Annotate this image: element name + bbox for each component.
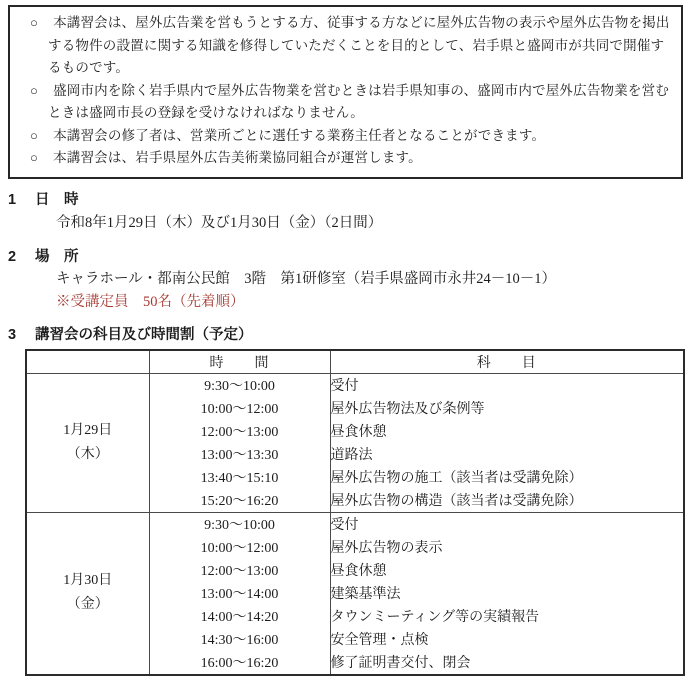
section-number: 2 <box>8 248 17 265</box>
notice-item <box>18 80 671 125</box>
notice-item-text: 本講習会は、岩手県屋外広告美術業協同組合が運営します。 <box>53 150 422 165</box>
notice-item-text: 盛岡市内を除く岩手県内で屋外広告物業を営むときは岩手県知事の、盛岡市内で屋外広告物業を営むときは盛岡市長の登録を受けなければなりません。 <box>48 82 670 120</box>
notice-item-text: 本講習会は、屋外広告業を営もうとする方、従事する方などに屋外広告物の表示や屋外広告物を掲出する物件の設置に関する知識を修得していただくことを目的として、岩手県と盛岡市が共同で開催するものです。 <box>48 15 670 75</box>
schedule-table <box>25 349 685 676</box>
subject-cell: 屋外広告物の構造（該当者は受講免除） <box>330 489 684 513</box>
subject-cell: 屋外広告物の表示 <box>330 536 684 559</box>
table-header-subject: 科 目 <box>330 350 684 374</box>
circle-bullet-icon: ○ <box>30 82 39 98</box>
table-header-row <box>26 350 684 374</box>
circle-bullet-icon: ○ <box>30 127 39 143</box>
section-heading-schedule <box>8 325 690 346</box>
section-heading-datetime <box>8 190 690 211</box>
table-row <box>26 512 684 536</box>
subject-cell: 建築基準法 <box>330 582 684 605</box>
time-cell: 13:00～13:30 <box>149 443 330 466</box>
notice-item-text: 本講習会の修了者は、営業所ごとに選任する業務主任者となることができます。 <box>53 127 546 143</box>
notice-item <box>18 147 671 170</box>
circle-bullet-icon: ○ <box>30 150 39 165</box>
time-cell: 16:00～16:20 <box>149 651 330 675</box>
section-number: 3 <box>8 326 17 343</box>
subject-cell: タウンミーティング等の実績報告 <box>330 605 684 628</box>
time-cell: 12:00～13:00 <box>149 420 330 443</box>
subject-cell: 修了証明書交付、閉会 <box>330 651 684 675</box>
notice-item <box>18 125 671 148</box>
table-row <box>26 373 684 397</box>
subject-cell: 安全管理・点検 <box>330 628 684 651</box>
subject-cell: 昼食休憩 <box>330 559 684 582</box>
notice-item <box>18 12 671 80</box>
subject-cell: 屋外広告物の施工（該当者は受講免除） <box>330 466 684 489</box>
section-heading-place <box>8 247 690 268</box>
subject-cell: 受付 <box>330 512 684 536</box>
subject-cell: 昼食休憩 <box>330 420 684 443</box>
time-cell: 12:00～13:00 <box>149 559 330 582</box>
time-cell: 9:30～10:00 <box>149 373 330 397</box>
date-line2: （木） <box>66 446 109 462</box>
section-title: 日 時 <box>35 191 79 208</box>
time-cell: 15:20～16:20 <box>149 489 330 513</box>
subject-cell: 屋外広告物法及び条例等 <box>330 397 684 420</box>
notice-box <box>8 5 683 179</box>
capacity-note: ※受講定員 50名（先着順） <box>56 293 245 310</box>
subject-cell: 道路法 <box>330 443 684 466</box>
time-cell: 10:00～12:00 <box>149 397 330 420</box>
date-cell-day1 <box>26 373 149 512</box>
section-title: 講習会の科目及び時間割（予定） <box>35 326 253 343</box>
time-cell: 14:00～14:20 <box>149 605 330 628</box>
time-cell: 13:00～14:00 <box>149 582 330 605</box>
table-header-time: 時 間 <box>149 350 330 374</box>
section-number: 1 <box>8 191 17 208</box>
time-cell: 14:30～16:00 <box>149 628 330 651</box>
section-title: 場 所 <box>35 248 79 265</box>
subject-cell: 受付 <box>330 373 684 397</box>
time-cell: 10:00～12:00 <box>149 536 330 559</box>
datetime-text: 令和8年1月29日（木）及び1月30日（金）（2日間） <box>56 214 383 231</box>
date-line1: 1月30日 <box>63 573 113 588</box>
circle-bullet-icon: ○ <box>30 15 39 30</box>
time-cell: 9:30～10:00 <box>149 512 330 536</box>
venue-text: キャラホール・都南公民館 3階 第1研修室（岩手県盛岡市永井24－10－1） <box>56 270 556 287</box>
table-header-date-empty <box>26 350 149 374</box>
date-line1: 1月29日 <box>63 422 113 438</box>
time-cell: 13:40～15:10 <box>149 466 330 489</box>
date-line2: （金） <box>66 597 109 612</box>
date-cell-day2 <box>26 512 149 675</box>
